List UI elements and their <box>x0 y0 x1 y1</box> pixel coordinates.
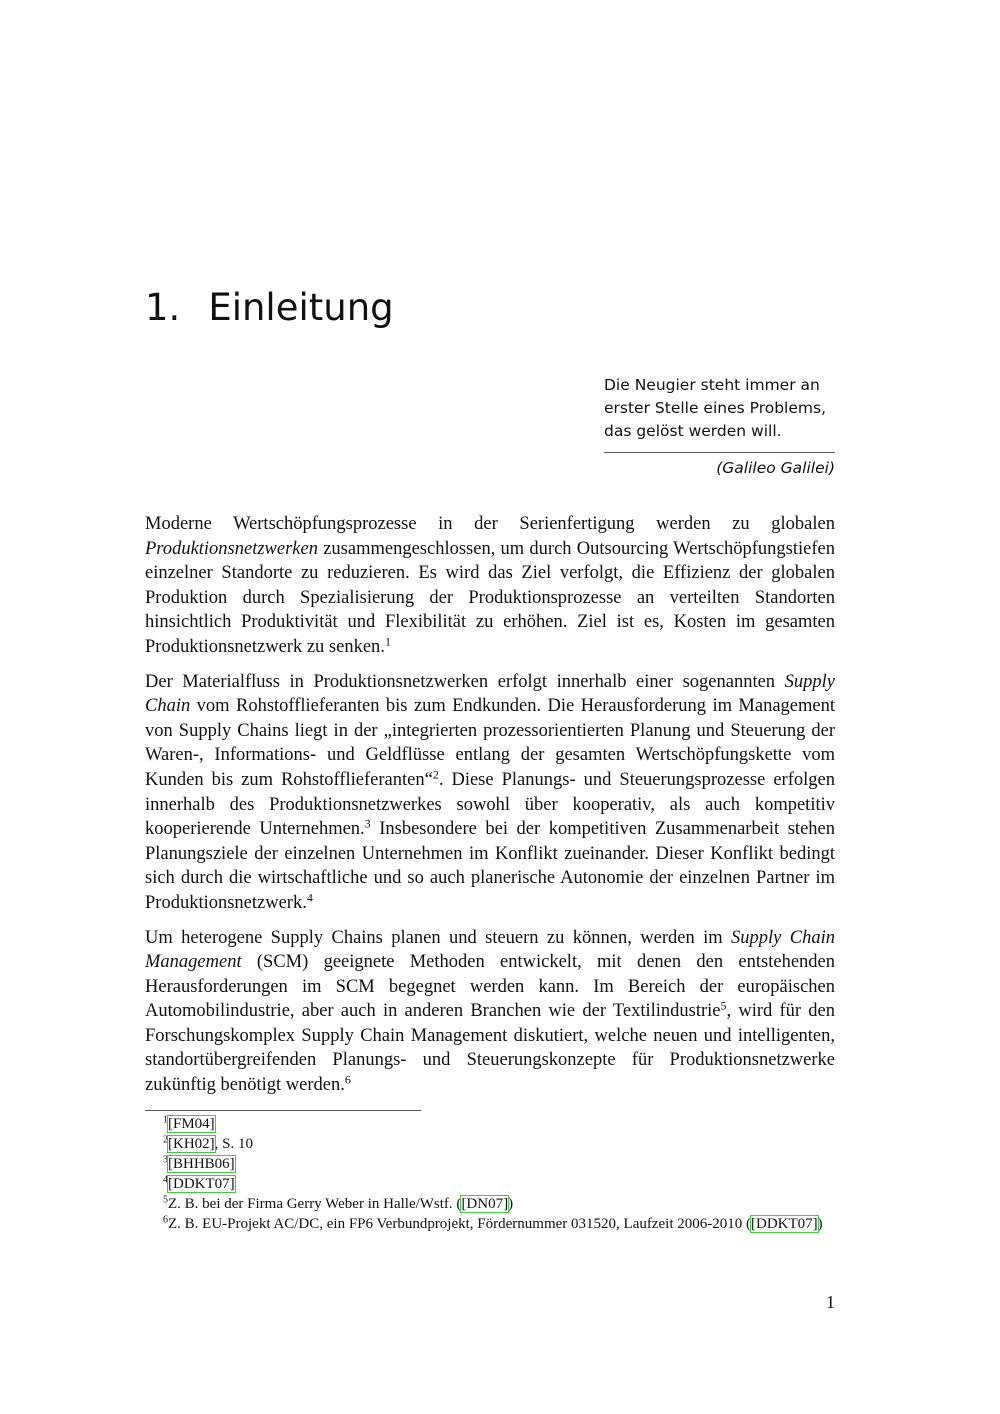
paragraph <box>145 926 835 1098</box>
citation-link[interactable]: [BHHB06] <box>168 1156 235 1172</box>
footnote-marker[interactable]: 3 <box>364 816 371 831</box>
chapter-title <box>145 286 394 329</box>
chapter-title-text: Einleitung <box>208 286 394 329</box>
paragraph <box>145 670 835 916</box>
footnote-marker[interactable]: 4 <box>306 890 313 905</box>
footnote-number: 2 <box>163 1134 168 1146</box>
footnote-marker[interactable]: 5 <box>720 998 727 1013</box>
footnote-text: ) <box>817 1216 823 1232</box>
footnote-number: 5 <box>163 1194 168 1206</box>
footnote-text: , S. 10 <box>214 1136 253 1152</box>
citation-link[interactable]: [FM04] <box>168 1116 215 1132</box>
footnote <box>145 1154 835 1174</box>
footnote-text: Z. B. EU-Projekt AC/DC, ein FP6 Verbundprojekt, Fördernummer 031520, Laufzeit 2006-2010 ( <box>168 1216 751 1232</box>
footnote-divider <box>145 1110 421 1111</box>
paragraph-text: vom Rohstofflieferanten bis zum Endkunden. Die Herausforderung im Management von Supply Chains liegt in der „integrierten prozessorientierten Planung und Steuerung der Waren-, Informations- und Geldflüsse entlang der gesamten Wertschöpfungskette vom Kunden bis zum Rohstofflieferanten“ <box>145 696 835 790</box>
footnote <box>145 1134 835 1154</box>
citation-link[interactable]: [DDKT07] <box>168 1176 235 1192</box>
chapter-number: 1. <box>145 286 181 329</box>
footnote-text: ) <box>508 1196 514 1212</box>
footnote <box>145 1194 835 1214</box>
emphasis: Supply Chain Management <box>145 927 835 973</box>
citation-link[interactable]: [DDKT07] <box>751 1216 818 1232</box>
epigraph-author: (Galileo Galilei) <box>716 459 835 477</box>
epigraph-line: das gelöst werden will. <box>604 422 782 440</box>
footnote-text: Z. B. bei der Firma Gerry Weber in Halle/Wstf. ( <box>168 1196 462 1212</box>
paragraph <box>145 512 835 660</box>
body-text <box>145 512 835 1108</box>
epigraph-quote <box>604 374 835 443</box>
paragraph-text: Um heterogene Supply Chains planen und steuern zu können, werden im <box>145 927 732 948</box>
page-number: 1 <box>826 1292 835 1312</box>
epigraph-line: Die Neugier steht immer an <box>604 376 820 394</box>
footnote-marker[interactable]: 1 <box>384 634 391 649</box>
footnote-number: 1 <box>163 1114 168 1126</box>
paragraph-text: (SCM) geeignete Methoden entwickelt, mit denen den entstehenden Herausforderungen im SCM begegnet werden kann. Im Bereich der europäischen Automobilindustrie, aber auch in anderen Branchen wie der Textilindustrie <box>145 952 835 1022</box>
epigraph-line: erster Stelle eines Problems, <box>604 399 827 417</box>
citation-link[interactable]: [KH02] <box>168 1136 215 1152</box>
citation-link[interactable]: [DN07] <box>461 1196 509 1212</box>
footnote-marker[interactable]: 6 <box>344 1072 351 1087</box>
epigraph <box>604 374 835 480</box>
paragraph-text: , wird für den Forschungskomplex Supply Chain Management diskutiert, welche neuen und intelligenten, standortübergreifenden Planungs- und Steuerungskonzepte für Produktionsnetzwerke zukünftig benötigt werden. <box>145 1001 835 1096</box>
paragraph-text: Moderne Wertschöpfungsprozesse in der Serienfertigung werden zu globalen <box>145 514 835 534</box>
emphasis: Supply Chain <box>145 671 835 717</box>
footnote <box>145 1114 835 1134</box>
footnote-marker[interactable]: 2 <box>432 767 439 782</box>
paragraph-text: zusammengeschlossen, um durch Outsourcing Wertschöpfungstiefen einzelner Standorte zu reduzieren. Es wird das Ziel verfolgt, die Effizienz der globalen Produktion durch Spezialisierung der Produktionsprozesse an verteilten Standorten hinsichtlich Produktivität und Flexibilität zu erhöhen. Ziel ist es, Kosten im gesamten Produktionsnetzwerk zu senken. <box>145 538 835 657</box>
emphasis: Produktionsnetzwerken <box>145 538 318 559</box>
footnote <box>145 1214 835 1234</box>
paragraph-text: Der Materialfluss in Produktionsnetzwerken erfolgt innerhalb einer sogenannten <box>145 671 785 692</box>
epigraph-divider <box>604 452 835 453</box>
footnote-number: 4 <box>163 1174 168 1186</box>
footnotes <box>145 1114 835 1234</box>
footnote <box>145 1174 835 1194</box>
footnote-number: 6 <box>163 1214 168 1226</box>
footnote-number: 3 <box>163 1154 168 1166</box>
paragraph-text: . Diese Planungs- und Steuerungsprozesse erfolgen innerhalb des Produktionsnetzwerkes sowohl über kooperativ, als auch kompetitiv kooperierende Unternehmen. <box>145 769 835 840</box>
paragraph-text: Insbesondere bei der kompetitiven Zusammenarbeit stehen Planungsziele der einzelnen Unternehmen im Konflikt zueinander. Dieser Konflikt bedingt sich durch die wirtschaftliche und so auch planerische Autonomie der einzelnen Partner im Produktionsnetzwerk. <box>145 819 835 913</box>
